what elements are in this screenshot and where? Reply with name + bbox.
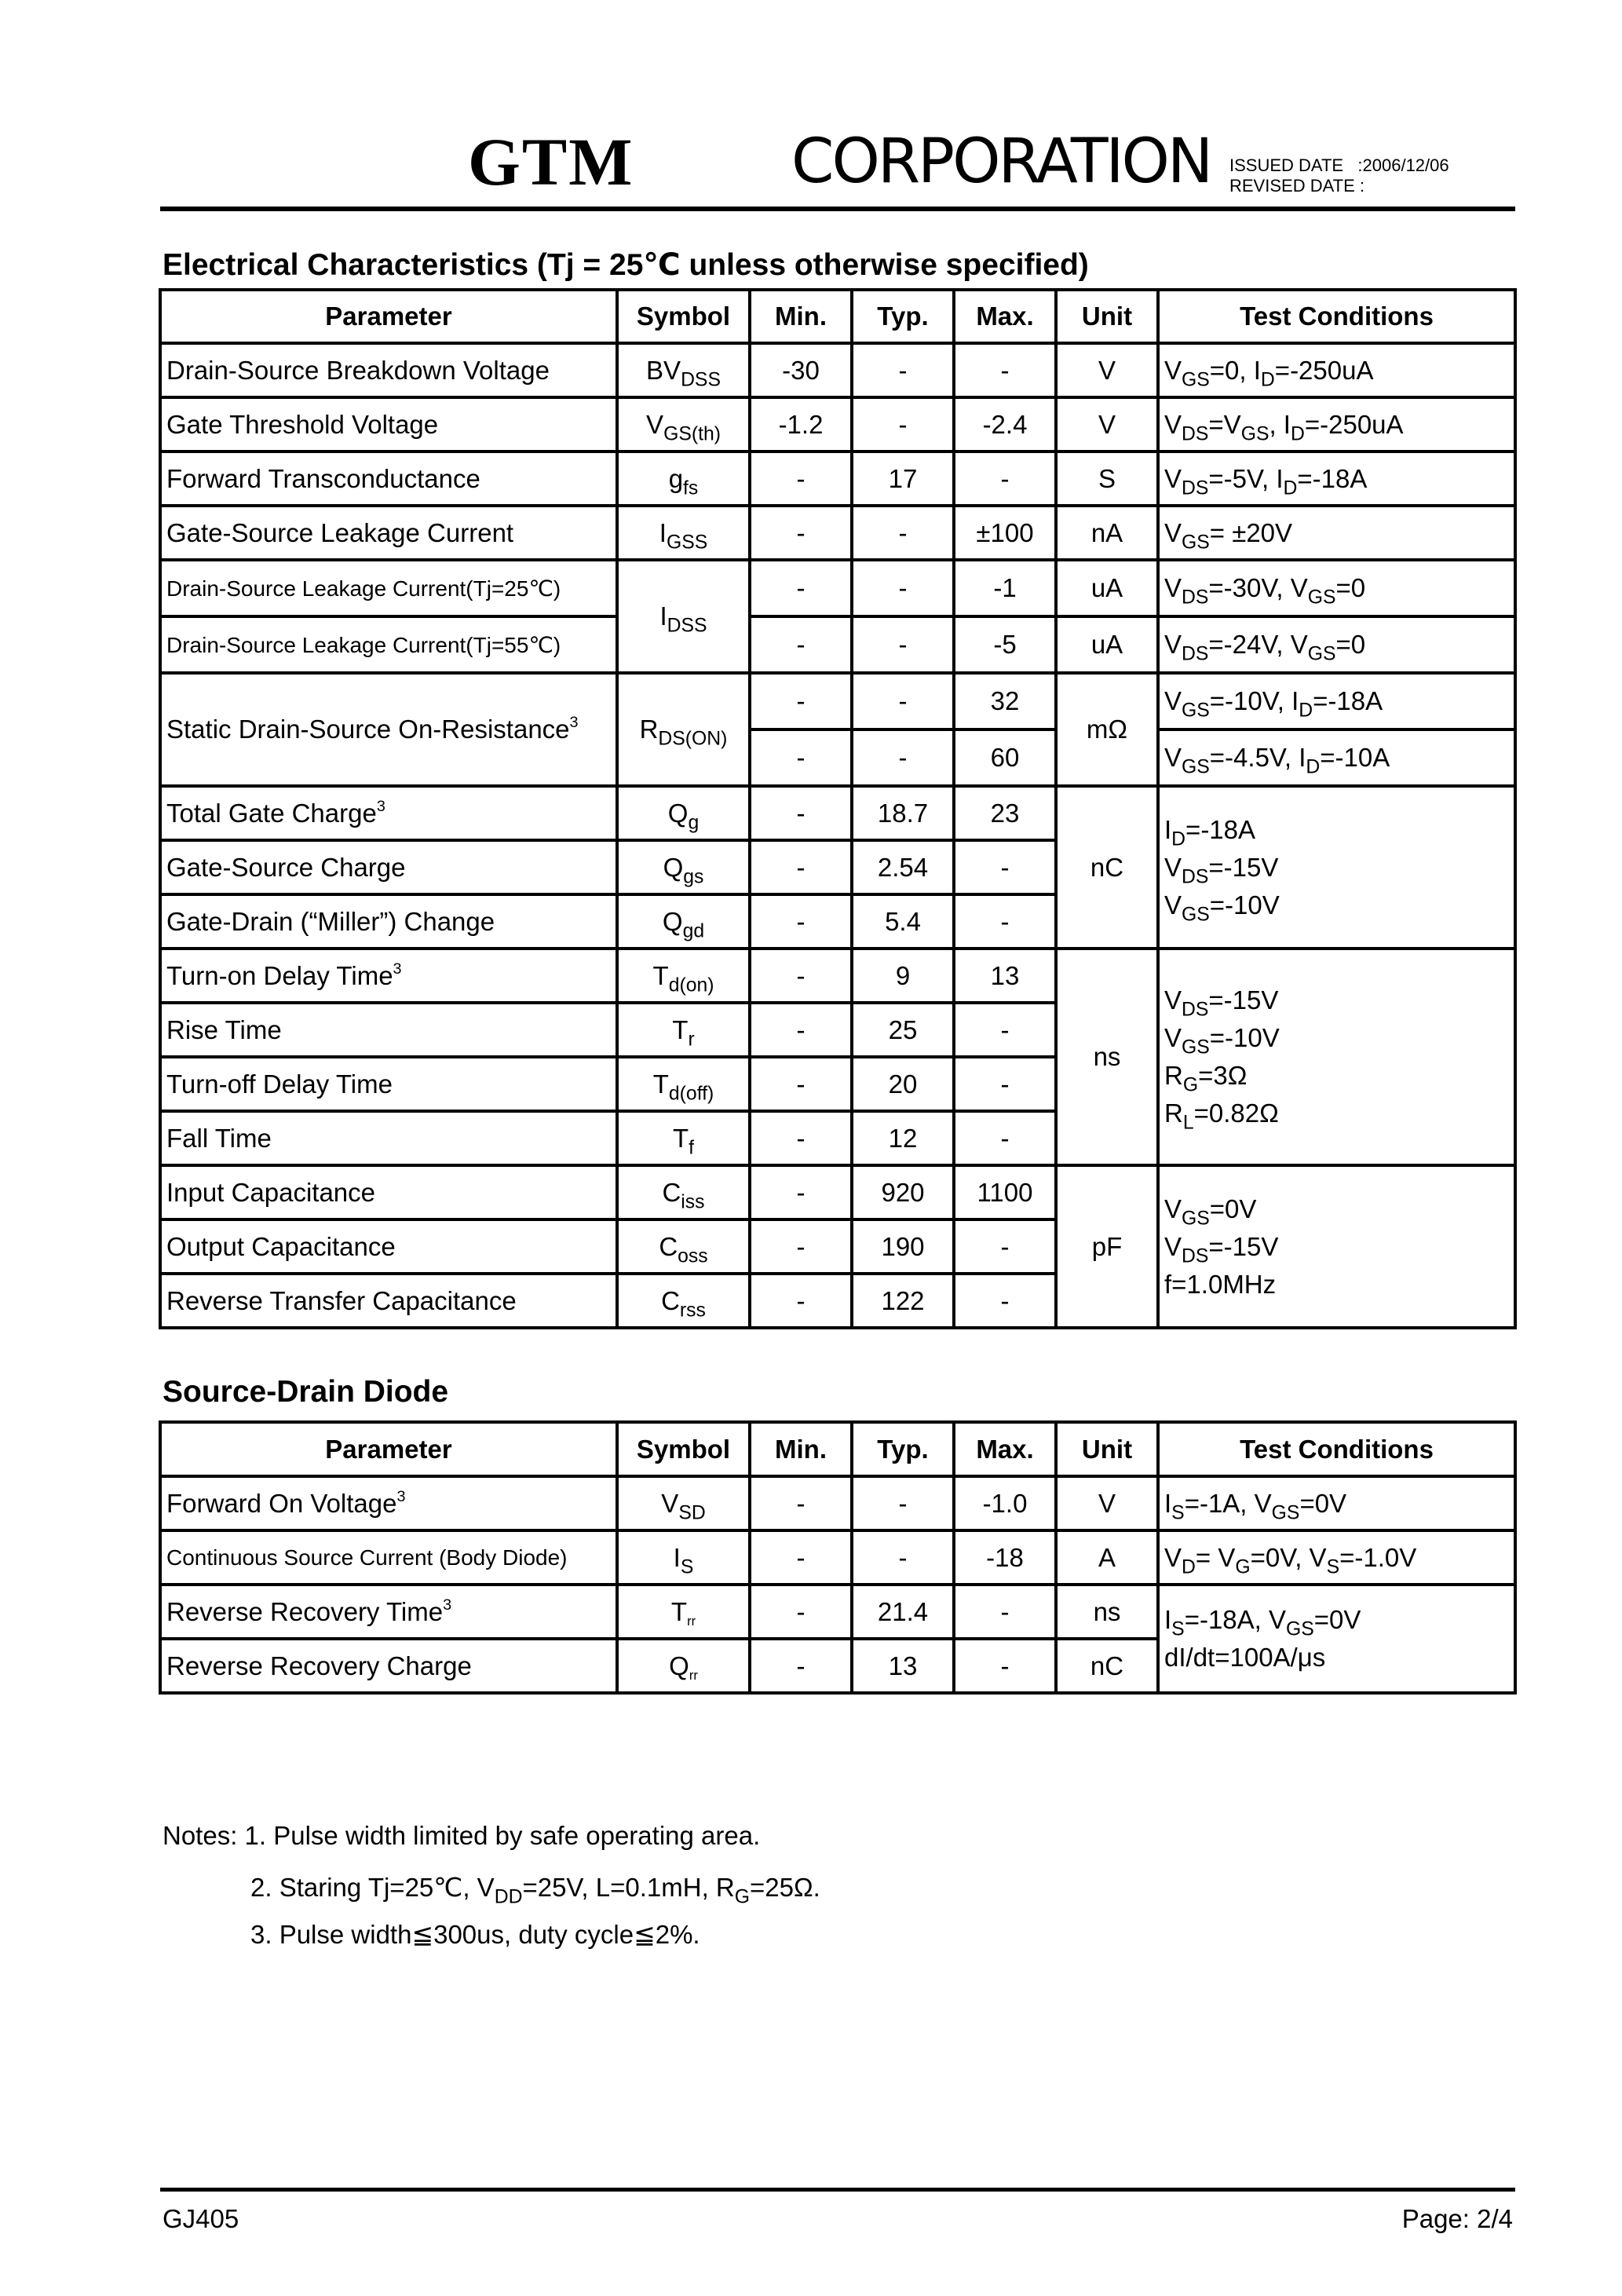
parameter-cell: Turn-on Delay Time$^3$	[160, 949, 617, 1003]
typ-cell: -	[852, 1530, 954, 1585]
condition-cell: $V_{GS}=-10V$, $I_D=-18A$	[1158, 673, 1515, 729]
unit-cell: uA	[1056, 560, 1158, 616]
typ-cell: 122	[852, 1274, 954, 1328]
table-row	[160, 786, 1515, 840]
typ-cell: 9	[852, 949, 954, 1003]
min-cell: -	[750, 452, 852, 506]
max-cell: -1.0	[954, 1476, 1056, 1530]
max-cell: -5	[954, 616, 1056, 673]
min-cell: -1.2	[750, 397, 852, 452]
condition-cell: $I_S=-1A$, $V_{GS}=0V$	[1158, 1476, 1515, 1530]
min-cell: -	[750, 949, 852, 1003]
max-cell: -	[954, 452, 1056, 506]
parameter-cell: Turn-off Delay Time	[160, 1057, 617, 1111]
min-cell: -30	[750, 343, 852, 397]
symbol-cell: $C_{iss}$	[617, 1165, 750, 1219]
brand-logo: GTM	[468, 124, 634, 199]
max-cell: -	[954, 343, 1056, 397]
unit-cell: S	[1056, 452, 1158, 506]
table-row	[160, 560, 1515, 616]
max-cell: -	[954, 1219, 1056, 1274]
column-header: Max.	[954, 290, 1056, 343]
column-header: Symbol	[617, 1422, 750, 1476]
condition-cell: $V_{DS}=-5V$, $I_D=-18A$	[1158, 452, 1515, 506]
unit-cell: A	[1056, 1530, 1158, 1585]
typ-cell: 17	[852, 452, 954, 506]
table-row	[160, 616, 1515, 673]
column-header: Typ.	[852, 1422, 954, 1476]
parameter-cell: Output Capacitance	[160, 1219, 617, 1274]
condition-cell: $V_{GS}=0$, $I_D=-250uA$	[1158, 343, 1515, 397]
max-cell: -18	[954, 1530, 1056, 1585]
parameter-cell: Static Drain-Source On-Resistance$^3$	[160, 673, 617, 786]
typ-cell: -	[852, 1476, 954, 1530]
symbol-cell: $T_f$	[617, 1111, 750, 1165]
typ-cell: 13	[852, 1639, 954, 1693]
min-cell: -	[750, 616, 852, 673]
symbol-cell: $Q_{gd}$	[617, 894, 750, 949]
unit-cell: nA	[1056, 506, 1158, 560]
typ-cell: -	[852, 616, 954, 673]
column-header: Max.	[954, 1422, 1056, 1476]
max-cell: -	[954, 1639, 1056, 1693]
max-cell: 13	[954, 949, 1056, 1003]
unit-cell: V	[1056, 397, 1158, 452]
parameter-cell: Gate Threshold Voltage	[160, 397, 617, 452]
condition-cell: $V_{GS}=0V$ $V_{DS}=-15V$ f=1.0MHz	[1158, 1165, 1515, 1328]
unit-cell: uA	[1056, 616, 1158, 673]
min-cell: -	[750, 506, 852, 560]
table-header-row	[160, 1422, 1515, 1476]
typ-cell: -	[852, 506, 954, 560]
min-cell: -	[750, 1219, 852, 1274]
min-cell: -	[750, 786, 852, 840]
typ-cell: 25	[852, 1003, 954, 1057]
min-cell: -	[750, 1639, 852, 1693]
max-cell: -	[954, 894, 1056, 949]
typ-cell: 12	[852, 1111, 954, 1165]
symbol-cell: $g_{fs}$	[617, 452, 750, 506]
column-header: Typ.	[852, 290, 954, 343]
table-header-row	[160, 290, 1515, 343]
symbol-cell: $BV_{DSS}$	[617, 343, 750, 397]
table-row	[160, 343, 1515, 397]
max-cell: -	[954, 840, 1056, 894]
typ-cell: 2.54	[852, 840, 954, 894]
condition-cell: $V_D= V_G=0V$, $V_S=-1.0V$	[1158, 1530, 1515, 1585]
table-row	[160, 506, 1515, 560]
column-header: Parameter	[160, 1422, 617, 1476]
parameter-cell: Reverse Recovery Charge	[160, 1639, 617, 1693]
section-title-source-drain-diode: Source-Drain Diode	[163, 1375, 449, 1409]
min-cell: -	[750, 1165, 852, 1219]
column-header: Symbol	[617, 290, 750, 343]
symbol-cell: $Q_{gs}$	[617, 840, 750, 894]
footer-rule	[160, 2188, 1515, 2192]
column-header: Test Conditions	[1158, 290, 1515, 343]
symbol-cell: $T_{d(on)}$	[617, 949, 750, 1003]
issue-dates	[1229, 155, 1449, 196]
condition-cell: $I_S=-18A$, $V_{GS}=0V$ dI/dt=100A/μs	[1158, 1585, 1515, 1693]
symbol-cell: $I_{DSS}$	[617, 560, 750, 673]
typ-cell: 18.7	[852, 786, 954, 840]
table-row	[160, 1476, 1515, 1530]
symbol-cell: $C_{oss}$	[617, 1219, 750, 1274]
max-cell: -	[954, 1274, 1056, 1328]
typ-cell: 190	[852, 1219, 954, 1274]
column-header: Min.	[750, 290, 852, 343]
parameter-cell: Drain-Source Leakage Current(Tj=25℃)	[160, 560, 617, 616]
parameter-cell: Reverse Recovery Time$^3$	[160, 1585, 617, 1639]
max-cell: -	[954, 1057, 1056, 1111]
unit-cell: ns	[1056, 1585, 1158, 1639]
max-cell: -	[954, 1585, 1056, 1639]
condition-cell: $V_{GS}= \pm 20V$	[1158, 506, 1515, 560]
revised-date: REVISED DATE :	[1229, 176, 1364, 196]
parameter-cell: Drain-Source Breakdown Voltage	[160, 343, 617, 397]
unit-cell: V	[1056, 1476, 1158, 1530]
symbol-cell: $V_{SD}$	[617, 1476, 750, 1530]
table-row	[160, 1165, 1515, 1219]
condition-cell: $V_{DS}=-30V$, $V_{GS}=0$	[1158, 560, 1515, 616]
min-cell: -	[750, 840, 852, 894]
section-title-electrical: Electrical Characteristics (Tj = 25℃ unless otherwise specified)	[163, 248, 1089, 282]
typ-cell: -	[852, 343, 954, 397]
electrical-characteristics-table	[159, 288, 1517, 1329]
symbol-cell: $Q_g$	[617, 786, 750, 840]
parameter-cell: Drain-Source Leakage Current(Tj=55℃)	[160, 616, 617, 673]
max-cell: ±100	[954, 506, 1056, 560]
unit-cell: V	[1056, 343, 1158, 397]
column-header: Test Conditions	[1158, 1422, 1515, 1476]
parameter-cell: Gate-Drain (“Miller”) Change	[160, 894, 617, 949]
min-cell: -	[750, 894, 852, 949]
parameter-cell: Fall Time	[160, 1111, 617, 1165]
header-rule	[160, 207, 1515, 211]
column-header: Parameter	[160, 290, 617, 343]
unit-cell: nC	[1056, 1639, 1158, 1693]
condition-cell: $V_{DS}=V_{GS}$, $I_D=-250uA$	[1158, 397, 1515, 452]
max-cell: 1100	[954, 1165, 1056, 1219]
table-row	[160, 949, 1515, 1003]
table-row	[160, 452, 1515, 506]
source-drain-diode-table	[159, 1420, 1517, 1695]
parameter-cell: Input Capacitance	[160, 1165, 617, 1219]
min-cell: -	[750, 1057, 852, 1111]
parameter-cell: Forward On Voltage$^3$	[160, 1476, 617, 1530]
table-row	[160, 397, 1515, 452]
column-header: Unit	[1056, 1422, 1158, 1476]
symbol-cell: $Q_{rr}$	[617, 1639, 750, 1693]
unit-cell: nC	[1056, 786, 1158, 949]
typ-cell: -	[852, 397, 954, 452]
symbol-cell: $C_{rss}$	[617, 1274, 750, 1328]
parameter-cell: Gate-Source Charge	[160, 840, 617, 894]
table-row	[160, 1585, 1515, 1639]
max-cell: 23	[954, 786, 1056, 840]
min-cell: -	[750, 1530, 852, 1585]
page-number: Page: 2/4	[1401, 2204, 1513, 2233]
typ-cell: 21.4	[852, 1585, 954, 1639]
min-cell: -	[750, 1585, 852, 1639]
max-cell: -	[954, 1111, 1056, 1165]
max-cell: -	[954, 1003, 1056, 1057]
issued-date: ISSUED DATE :2006/12/06	[1229, 155, 1449, 175]
parameter-cell: Gate-Source Leakage Current	[160, 506, 617, 560]
condition-cell: $V_{GS}=-4.5V$, $I_D=-10A$	[1158, 729, 1515, 786]
symbol-cell: $T_{d(off)}$	[617, 1057, 750, 1111]
max-cell: -1	[954, 560, 1056, 616]
typ-cell: 20	[852, 1057, 954, 1111]
min-cell: -	[750, 560, 852, 616]
table-row	[160, 673, 1515, 729]
note-2: 2. Staring Tj=25℃, $V_{DD}=25V$, L=0.1mH, $R_G=25\Omega$.	[250, 1873, 820, 1908]
max-cell: 32	[954, 673, 1056, 729]
symbol-cell: $T_{rr}$	[617, 1585, 750, 1639]
table-row	[160, 1530, 1515, 1585]
max-cell: -2.4	[954, 397, 1056, 452]
min-cell: -	[750, 1003, 852, 1057]
min-cell: -	[750, 1111, 852, 1165]
note-3: 3. Pulse width≦300us, duty cycle≦2%.	[250, 1920, 700, 1949]
min-cell: -	[750, 1476, 852, 1530]
parameter-cell: Rise Time	[160, 1003, 617, 1057]
typ-cell: 5.4	[852, 894, 954, 949]
parameter-cell: Continuous Source Current (Body Diode)	[160, 1530, 617, 1585]
column-header: Min.	[750, 1422, 852, 1476]
note-1: Notes: 1. Pulse width limited by safe operating area.	[163, 1821, 761, 1850]
parameter-cell: Total Gate Charge$^3$	[160, 786, 617, 840]
corporation-label: CORPORATION	[791, 126, 1211, 197]
min-cell: -	[750, 729, 852, 786]
condition-cell: $I_D=-18A$ $V_{DS}=-15V$ $V_{GS}=-10V$	[1158, 786, 1515, 949]
column-header: Unit	[1056, 290, 1158, 343]
typ-cell: -	[852, 560, 954, 616]
condition-cell: $V_{DS}=-15V$ $V_{GS}=-10V$ $R_G=3\Omega$ $R_L=0.82\Omega$	[1158, 949, 1515, 1165]
symbol-cell: $I_{GSS}$	[617, 506, 750, 560]
parameter-cell: Reverse Transfer Capacitance	[160, 1274, 617, 1328]
symbol-cell: $V_{GS(th)}$	[617, 397, 750, 452]
symbol-cell: $I_S$	[617, 1530, 750, 1585]
symbol-cell: $T_r$	[617, 1003, 750, 1057]
document-id: GJ405	[163, 2204, 239, 2233]
typ-cell: -	[852, 673, 954, 729]
unit-cell: pF	[1056, 1165, 1158, 1328]
typ-cell: 920	[852, 1165, 954, 1219]
min-cell: -	[750, 1274, 852, 1328]
condition-cell: $V_{DS}=-24V$, $V_{GS}=0$	[1158, 616, 1515, 673]
unit-cell: ns	[1056, 949, 1158, 1165]
min-cell: -	[750, 673, 852, 729]
max-cell: 60	[954, 729, 1056, 786]
typ-cell: -	[852, 729, 954, 786]
unit-cell: mΩ	[1056, 673, 1158, 786]
symbol-cell: $R_{DS(ON)}$	[617, 673, 750, 786]
parameter-cell: Forward Transconductance	[160, 452, 617, 506]
